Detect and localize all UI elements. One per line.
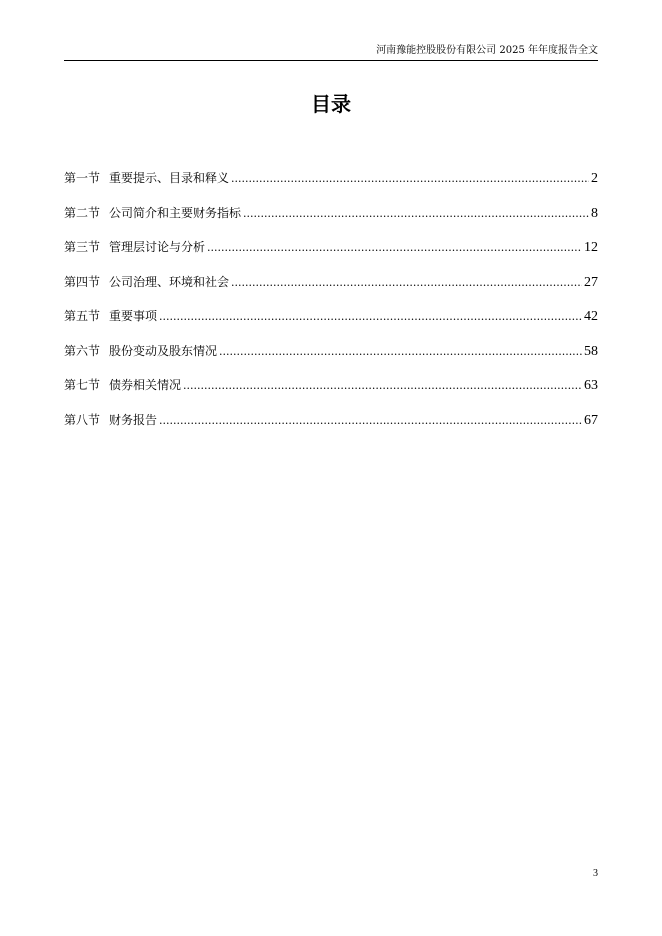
toc-entry[interactable] bbox=[64, 272, 598, 307]
toc-section-number: 第三节 bbox=[64, 240, 101, 254]
toc-entry[interactable] bbox=[64, 237, 598, 272]
toc-section-title: 公司简介和主要财务指标 bbox=[109, 205, 242, 220]
toc-entry[interactable] bbox=[64, 203, 598, 238]
toc-section-number: 第二节 bbox=[64, 205, 101, 220]
toc-section-number: 第六节 bbox=[64, 343, 101, 358]
toc-page-number: 67 bbox=[584, 412, 598, 428]
toc-leader-dots bbox=[159, 307, 582, 327]
toc-entry-label bbox=[64, 237, 205, 257]
toc-leader-dots bbox=[219, 342, 582, 362]
toc-section-title: 重要事项 bbox=[109, 309, 158, 323]
toc-page-number: 42 bbox=[584, 309, 598, 324]
toc-section-title: 管理层讨论与分析 bbox=[109, 240, 206, 254]
toc-entry-label bbox=[64, 203, 241, 223]
toc-page-number: 27 bbox=[584, 274, 598, 290]
toc-section-title: 股份变动及股东情况 bbox=[109, 343, 218, 358]
toc-section-number: 第四节 bbox=[64, 274, 101, 289]
toc-section-number: 第五节 bbox=[64, 309, 101, 323]
toc-entry[interactable] bbox=[64, 375, 598, 410]
toc-page-number: 58 bbox=[584, 343, 598, 359]
toc-entry-label bbox=[64, 168, 229, 188]
toc-leader-dots bbox=[243, 204, 589, 224]
toc-entry[interactable] bbox=[64, 168, 598, 203]
toc-section-title: 债券相关情况 bbox=[109, 378, 182, 392]
toc-leader-dots bbox=[207, 238, 582, 258]
toc-section-number: 第八节 bbox=[64, 412, 101, 427]
toc-entry-label bbox=[64, 375, 181, 395]
toc-section-number: 第七节 bbox=[64, 378, 101, 392]
toc-entry-label bbox=[64, 272, 229, 292]
toc-page-number: 2 bbox=[591, 171, 598, 186]
toc-entry[interactable] bbox=[64, 341, 598, 376]
toc-leader-dots bbox=[183, 376, 582, 396]
toc-entry-label bbox=[64, 410, 157, 430]
toc-section-title: 公司治理、环境和社会 bbox=[109, 274, 230, 289]
toc-page-number: 8 bbox=[591, 205, 598, 221]
toc-section-title: 重要提示、目录和释义 bbox=[109, 171, 230, 185]
toc-leader-dots bbox=[231, 169, 589, 189]
toc-section-number: 第一节 bbox=[64, 171, 101, 185]
toc-page-number: 12 bbox=[584, 240, 598, 255]
toc-page-number: 63 bbox=[584, 378, 598, 393]
toc-leader-dots bbox=[159, 411, 582, 431]
toc-entry-label bbox=[64, 341, 217, 361]
toc-entry[interactable] bbox=[64, 306, 598, 341]
table-of-contents bbox=[64, 168, 598, 444]
page-number: 3 bbox=[593, 868, 598, 879]
page-title: 目录 bbox=[311, 92, 351, 116]
header-title: 河南豫能控股股份有限公司 2025 年年度报告全文 bbox=[376, 45, 598, 56]
page-header bbox=[64, 44, 598, 61]
toc-leader-dots bbox=[231, 273, 582, 293]
toc-entry[interactable] bbox=[64, 410, 598, 445]
toc-section-title: 财务报告 bbox=[109, 412, 158, 427]
toc-entry-label bbox=[64, 306, 157, 326]
